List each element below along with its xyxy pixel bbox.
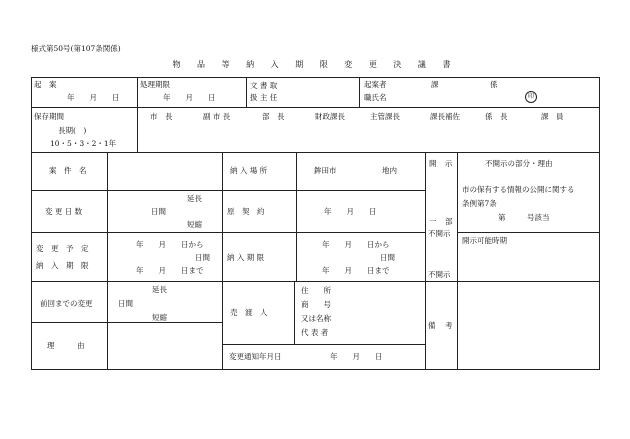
- retention-years: 10・5・3・2・1年: [50, 139, 117, 148]
- approver-bucho: 部 長: [262, 112, 285, 121]
- approver-shukan: 主管課長: [370, 112, 400, 121]
- fukaiji-heading: 不開示の部分・理由: [485, 159, 553, 168]
- tanshuku-text: 短縮: [187, 220, 202, 229]
- daihyo-label: 代 表 者: [301, 328, 329, 337]
- tonyusha-label: 売 渡 人: [230, 308, 268, 317]
- rule-r2: [31, 232, 425, 233]
- jorei-text-1: 市の保有する情報の公開に関する: [462, 185, 575, 194]
- city-text: 鉾田市: [314, 166, 337, 175]
- ka-label: 課: [431, 80, 439, 89]
- rule-left: [31, 77, 32, 370]
- zenkai-encho: 延長: [152, 285, 167, 294]
- kaiji-char-2: 示: [445, 159, 453, 168]
- rule-b5: [457, 152, 458, 369]
- form-title: 物 品 等 納 入 期 限 変 更 決 議 書: [172, 60, 458, 69]
- ichibu-char-1: 一: [429, 217, 437, 226]
- fukaiji-label: 不開示: [428, 229, 451, 238]
- kigen-nichikan: 日間: [380, 253, 395, 262]
- fukaiji-label-2: 不開示: [428, 270, 451, 279]
- ichibu-char-2: 部: [445, 217, 453, 226]
- jorei-text-2: 条例第7条: [462, 199, 497, 208]
- gen-keiyaku-label: 原 契 約: [227, 207, 265, 216]
- rule-h2: [246, 77, 247, 107]
- chinai-text: 地内: [382, 166, 397, 175]
- form-number: 様式第50号(第107条関係): [31, 44, 121, 53]
- yotei-until: 年 月 日まで: [136, 266, 204, 275]
- kaiji-period-label: 開示可能時期: [462, 236, 507, 245]
- kian-date: 年 月 日: [67, 93, 120, 102]
- rule-top: [31, 77, 600, 78]
- zenkai-nichikan: 日間: [118, 299, 133, 308]
- henko-tsuchi-label: 変更通知年月日: [229, 352, 282, 361]
- kigen-from: 年 月 日から: [322, 240, 390, 249]
- retention-long: 長期( ): [58, 126, 87, 135]
- kian-label: 起 案: [34, 80, 57, 89]
- rule-header-bottom: [31, 107, 600, 108]
- rule-h1: [137, 77, 138, 107]
- anken-label: 案 件 名: [49, 166, 87, 175]
- encho-text: 延長: [187, 194, 202, 203]
- rule-r4: [31, 322, 222, 323]
- yotei-from: 年 月 日から: [136, 240, 204, 249]
- rule-r2b: [457, 232, 599, 233]
- henko-tsuchi-date: 年 月 日: [330, 352, 383, 361]
- nonyu-basho-label: 納 入 場 所: [230, 166, 268, 175]
- rule-b1: [107, 152, 108, 369]
- rule-r5: [222, 344, 425, 345]
- riyu-label: 理 由: [47, 341, 85, 350]
- seal-mark: 印: [525, 91, 537, 103]
- yotei-label-1: 変 更 予 定: [36, 244, 89, 253]
- nichikan-text: 日間: [151, 207, 166, 216]
- rule-b3b: [294, 281, 295, 344]
- yotei-label-2: 納 入 期 限: [36, 261, 89, 270]
- rule-a1: [137, 107, 138, 152]
- jusho-label: 住 所: [301, 286, 331, 295]
- mata-label: 又は名称: [301, 314, 331, 323]
- rule-right: [599, 77, 600, 370]
- biko-char-1: 備: [428, 321, 436, 330]
- kakari-label: 係: [490, 80, 498, 89]
- biko-char-2: 考: [445, 321, 453, 330]
- rule-bottom: [31, 369, 600, 370]
- zenkai-tanshuku: 短縮: [152, 313, 167, 322]
- approver-kakaricho: 係 長: [485, 112, 508, 121]
- atsukai-label: 扱 主 任: [250, 93, 278, 102]
- gen-keiyaku-date: 年 月 日: [324, 207, 377, 216]
- shokuin-label: 職氏名: [364, 93, 387, 102]
- rule-b3: [296, 152, 297, 281]
- approver-kain: 課 員: [541, 112, 564, 121]
- approver-fukushicho: 副 市 長: [203, 112, 231, 121]
- zenkai-label: 前回までの変更: [40, 299, 93, 308]
- kigen-until: 年 月 日まで: [322, 266, 390, 275]
- go-text: 号該当: [527, 213, 550, 222]
- rule-approvers-bottom: [31, 152, 600, 153]
- rule-b4: [425, 152, 426, 369]
- shori-date: 年 月 日: [163, 93, 216, 102]
- approver-shicho: 市 長: [150, 112, 173, 121]
- bunsho-label: 文 書 取: [250, 81, 278, 90]
- dai-text: 第: [498, 213, 506, 222]
- rule-b2: [222, 152, 223, 369]
- approver-zaisei: 財政課長: [315, 112, 345, 121]
- retention-label: 保存期間: [34, 112, 64, 121]
- shogo-label: 商 号: [301, 300, 331, 309]
- shori-kigen-label: 処理期限: [140, 80, 170, 89]
- kiansha-label: 起案者: [364, 80, 387, 89]
- rule-h3: [359, 77, 360, 107]
- rule-r3: [31, 281, 599, 282]
- yotei-nichikan: 日間: [195, 253, 210, 262]
- approver-hosa: 課長補佐: [430, 112, 460, 121]
- henko-nissu-label: 変 更 日 数: [45, 207, 83, 216]
- rule-r1: [31, 190, 425, 191]
- kaiji-char-1: 開: [429, 159, 437, 168]
- nonyu-kigen-label: 納 入 期 限: [227, 253, 265, 262]
